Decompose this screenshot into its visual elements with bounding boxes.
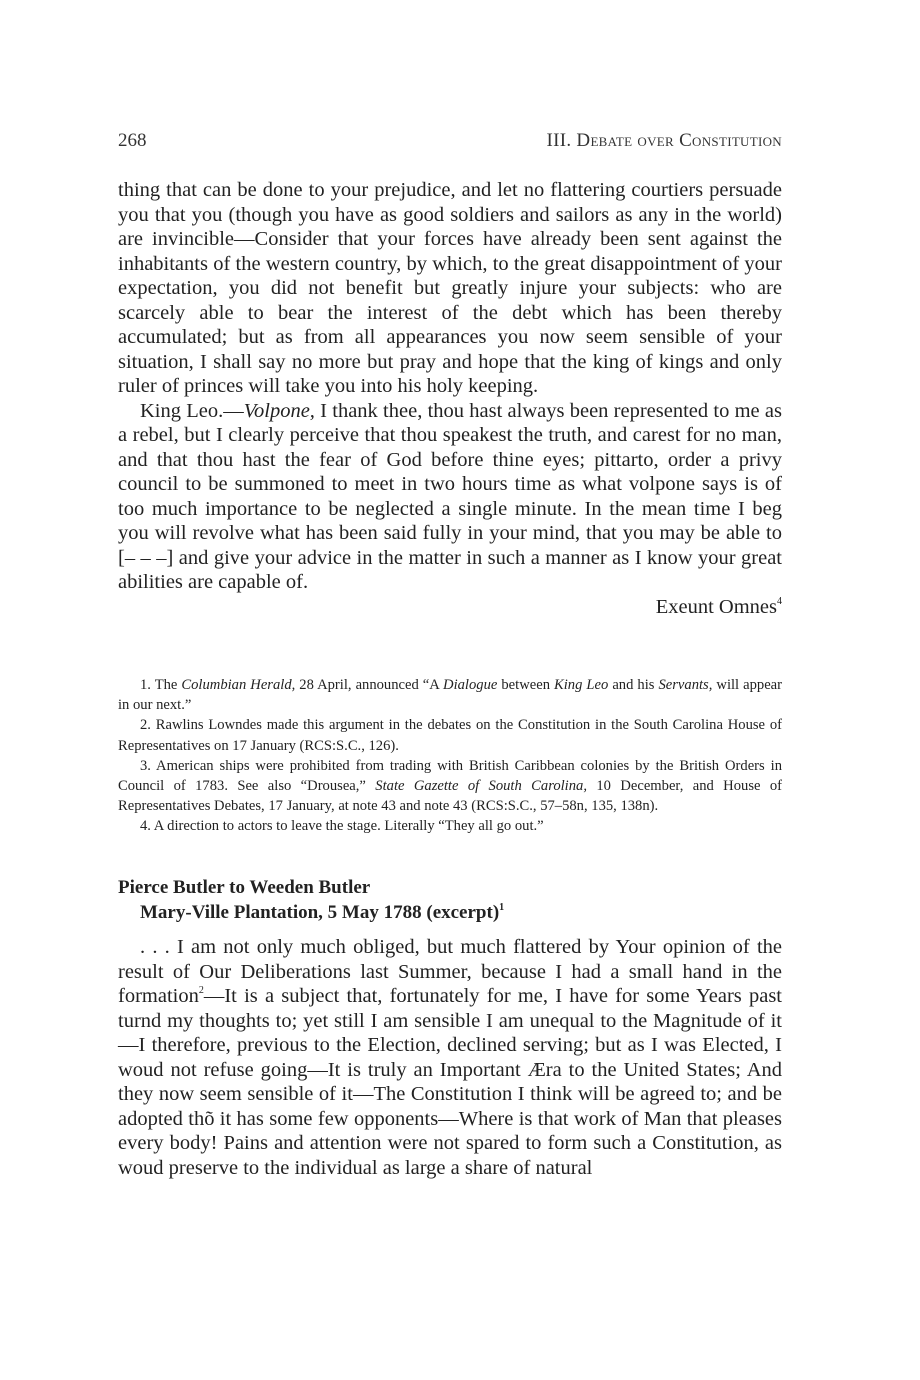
letter-dateline: [118, 900, 782, 925]
running-title: III. Debate over Constitution: [546, 130, 782, 151]
running-head: [118, 130, 782, 154]
footnote-text: and his: [608, 677, 659, 693]
newspaper-title: State Gazette of South Carolina,: [375, 778, 587, 795]
letter-text-part: —It is a subject that, fortunately for me, I have for some Years past turnd my thoughts to; yet still I am sensible I am unequal to the Magnitude of it—I therefore, previous to the Election, declined serving; but as I was Elected, I woud not refuse going—It is truly an Important Æra to the United States; And they now seem sensible of it—The Constitution I think will be agreed to; and be adopted thõ it has some few opponents—Where is that work of Man that pleases every body! Pains and attention were not spared to form such a Constitution, as woud preserve to the individual as large a share of natural: [118, 985, 782, 1179]
stage-direction: [118, 595, 782, 620]
footnote-3: [118, 756, 782, 817]
footnote-ref: 2: [198, 985, 204, 997]
letter-text-part: . . . I am not only much obliged, but much flattered by Your opinion of the result of Our Deliberations last Summer, because I had a small hand in the formation: [118, 936, 782, 1007]
footnote-1: [118, 675, 782, 715]
footnote-ref: 1: [499, 901, 505, 913]
dateline-text: Mary-Ville Plantation, 5 May 1788 (excerpt): [140, 902, 500, 923]
footnote-text: 10 December, and House of Representatives Debates, 17 January, at note 43 and note 43 (RCS:S.C., 57–58n, 135, 138n).: [118, 778, 783, 815]
dialogue-text: [118, 178, 782, 619]
speech-text: I thank thee, thou hast always been represented to me as a rebel, but I clearly perceive that thou speakest the truth, and carest for no man, and that thou hast the fear of God before thine eyes; pittarto, order a privy council to be summoned to meet in two hours time as what volpone says is of too much importance to be neglected a single minute. In the mean time I beg you will revolve what has been said fully in your mind, that you may be able to [– – –] and give your advice in the matter in such a manner as I know your great abilities are capable of.: [118, 399, 782, 593]
footnote-ref: 4: [777, 595, 782, 607]
letter-text: [118, 935, 782, 1180]
italic-term: King Leo: [554, 677, 609, 693]
footnote-2: 2. Rawlins Lowndes made this argument in the debates on the Constitution in the South Carolina House of Representatives on 17 January (RCS:S.C., 126).: [118, 717, 782, 754]
page-number: 268: [118, 130, 147, 151]
footnotes: [118, 675, 782, 837]
italic-term: Servants,: [658, 677, 713, 693]
footnote-text: 28 April, announced “A: [295, 677, 444, 693]
speaker-label: King Leo.—: [140, 399, 244, 422]
addressee-name: Volpone,: [243, 399, 315, 422]
dialogue-paragraph-king-leo: [118, 399, 782, 595]
footnote-text: between: [497, 677, 555, 693]
footnote-text: will appear in our next.”: [118, 677, 783, 714]
letter-heading: [118, 875, 782, 925]
letter-paragraph: [118, 935, 782, 1180]
footnote-4: 4. A direction to actors to leave the stage. Literally “They all go out.”: [140, 818, 544, 835]
stage-direction-text: Exeunt Omnes: [655, 595, 777, 618]
newspaper-title: Columbian Herald,: [181, 677, 296, 693]
letter-title: Pierce Butler to Weeden Butler: [118, 877, 371, 898]
dialogue-paragraph: thing that can be done to your prejudice, and let no flattering courtiers persuade you that you (though you have as good soldiers and sailors as any in the world) are invincible—Consider that your forces have already been sent against the inhabitants of the western country, by which, to the great disappointment of your expectation, you did not benefit but greatly injure your subjects: who are scarcely able to bear the interest of the debt which has been thereby accumulated; but as from all appearances you now seem sensible of your situation, I shall say no more but pray and hope that the king of kings and only ruler of princes will take you into his holy keeping.: [118, 179, 782, 397]
footnote-text: 3. American ships were prohibited from trading with British Caribbean colonies by the British Orders in Council of 1783. See also “Drousea,”: [118, 757, 782, 795]
footnote-text: 1. The: [140, 677, 182, 693]
italic-term: Dialogue: [443, 677, 498, 693]
